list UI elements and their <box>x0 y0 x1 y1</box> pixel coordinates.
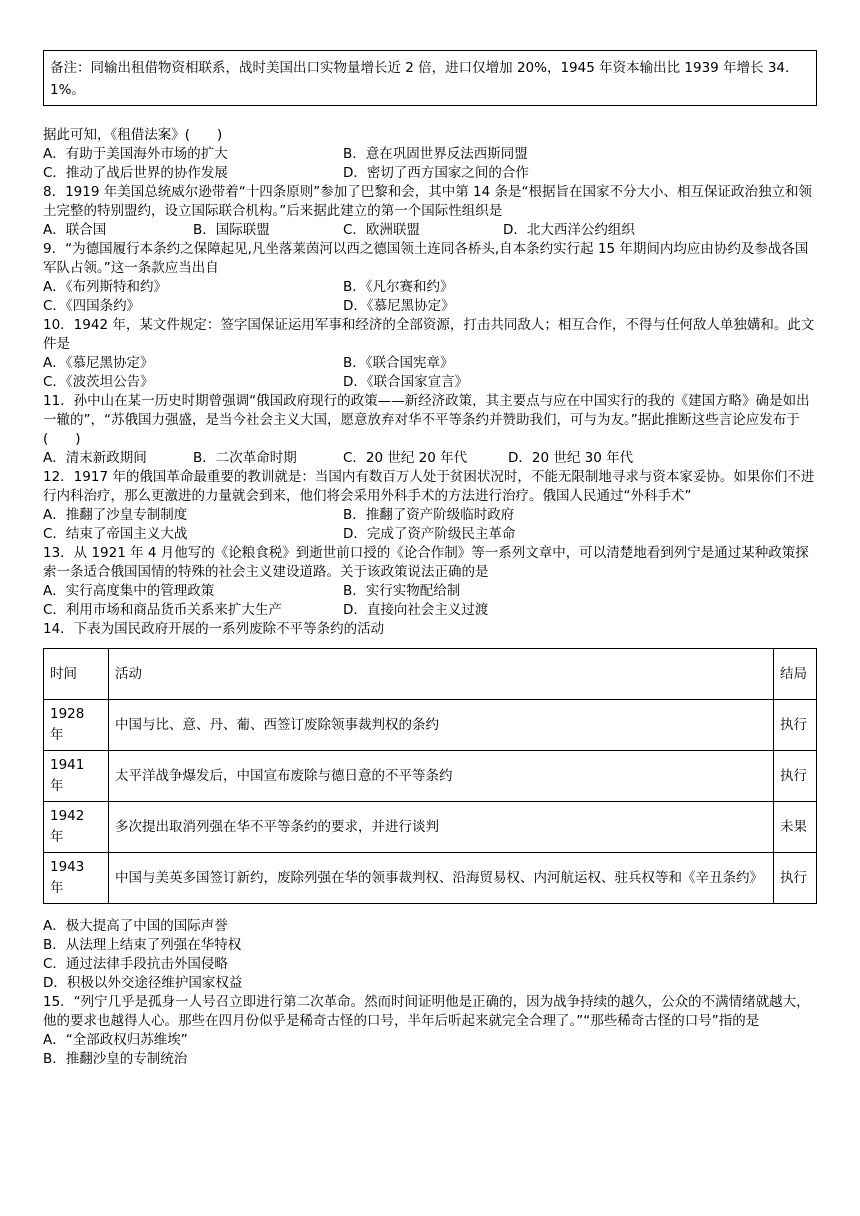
q9-stem: 9．“为德国履行本条约之保障起见,凡坐落莱茵河以西之德国领土连同各桥头,自本条约实行起 15 年期间内均应由协约及参战各国军队占领。”这一条款应当出自 <box>43 241 809 276</box>
q13-option-b: B．实行实物配给制 <box>343 583 461 599</box>
q13-stem: 13．从 1921 年 4 月他写的《论粮食税》到逝世前口授的《论合作制》等一系列文章中，可以清楚地看到列宁是通过某种政策探索一条适合俄国国情的特殊的社会主义建设道路。关于该政策说法正确的是 <box>43 545 809 580</box>
note-box <box>43 50 817 106</box>
q10-option-d: D．《联合国家宣言》 <box>343 374 469 390</box>
q9-option-c: C．《四国条约》 <box>43 298 141 314</box>
q12-option-b: B．推翻了资产阶级临时政府 <box>343 507 515 523</box>
cell-activity: 多次提出取消列强在华不平等条约的要求，并进行谈判 <box>109 802 774 853</box>
q11-option-d: D．20 世纪 30 年代 <box>508 450 634 466</box>
q14-option-b: B．从法理上结束了列强在华特权 <box>43 937 242 953</box>
q13-option-a: A．实行高度集中的管理政策 <box>43 583 215 599</box>
q8-option-a: A．联合国 <box>43 222 107 238</box>
cell-time: 1942 年 <box>44 802 109 853</box>
cell-activity: 中国与美英多国签订新约，废除列强在华的领事裁判权、沿海贸易权、内河航运权、驻兵权等和《辛丑条约》 <box>109 853 774 904</box>
q14-option-d: D．积极以外交途径维护国家权益 <box>43 975 243 991</box>
q7-option-d: D．密切了西方国家之间的合作 <box>343 165 529 181</box>
q11-option-c: C．20 世纪 20 年代 <box>343 450 468 466</box>
q14-option-a: A．极大提高了中国的国际声誉 <box>43 918 228 934</box>
q14-table <box>43 648 817 904</box>
note-text: 备注：同输出租借物资相联系，战时美国出口实物量增长近 2 倍，进口仅增加 20%，1945 年资本输出比 1939 年增长 34．1%。 <box>50 60 799 98</box>
cell-result: 执行 <box>774 853 817 904</box>
q7-options-row2 <box>43 164 817 183</box>
cell-result: 未果 <box>774 802 817 853</box>
table-header-row <box>44 649 817 700</box>
q12-options-row2 <box>43 525 817 544</box>
table-row <box>44 802 817 853</box>
q15-stem: 15．“列宁几乎是孤身一人号召立即进行第二次革命。然而时间证明他是正确的，因为战争持续的越久，公众的不满情绪就越大，他的要求也越得人心。那些在四月份似乎是稀奇古怪的口号，半年后听起来就完全合理了。”“那些稀奇古怪的口号”指的是 <box>43 994 810 1029</box>
q15-option-b: B．推翻沙皇的专制统治 <box>43 1051 188 1067</box>
q10-option-b: B．《联合国宪章》 <box>343 355 454 371</box>
q9-option-d: D．《慕尼黑协定》 <box>343 298 455 314</box>
q9-options-row1 <box>43 278 817 297</box>
exam-page <box>43 50 817 1069</box>
q7-option-b: B．意在巩固世界反法西斯同盟 <box>343 146 528 162</box>
table-row <box>44 700 817 751</box>
q12-option-d: D．完成了资产阶级民主革命 <box>343 526 516 542</box>
q7-stem: 据此可知，《租借法案》( ) <box>43 127 223 143</box>
q14-option-c: C．通过法律手段抗击外国侵略 <box>43 956 228 972</box>
table-row <box>44 751 817 802</box>
q10-option-a: A．《慕尼黑协定》 <box>43 355 154 371</box>
q8-option-c: C．欧洲联盟 <box>343 222 420 238</box>
q8-stem: 8．1919 年美国总统威尔逊带着“十四条原则”参加了巴黎和会，其中第 14 条是“根据旨在国家不分大小、相互保证政治独立和领土完整的特别盟约，设立国际联合机构。”后来据此建立的第一个国际性组织是 <box>43 184 812 219</box>
q10-options-row1 <box>43 354 817 373</box>
header-time: 时间 <box>44 649 109 700</box>
header-activity: 活动 <box>109 649 774 700</box>
q13-options-row1 <box>43 582 817 601</box>
header-result: 结局 <box>774 649 817 700</box>
q7-option-a: A．有助于美国海外市场的扩大 <box>43 146 228 162</box>
cell-time: 1928 年 <box>44 700 109 751</box>
q12-option-c: C．结束了帝国主义大战 <box>43 526 188 542</box>
q14-stem: 14．下表为国民政府开展的一系列废除不平等条约的活动 <box>43 621 385 637</box>
q12-options-row1 <box>43 506 817 525</box>
q13-options-row2 <box>43 601 817 620</box>
q9-options-row2 <box>43 297 817 316</box>
q9-option-a: A．《布列斯特和约》 <box>43 279 167 295</box>
q11-stem: 11．孙中山在某一历史时期曾强调“俄国政府现行的政策——新经济政策，其主要点与应在中国实行的我的《建国方略》确是如出一辙的”，“苏俄国力强盛，是当今社会主义大国，愿意放弃对华不平等条约并赞助我们，可与为友。”据此推断这些言论应发布于( ) <box>43 393 810 447</box>
q11-option-a: A．清末新政期间 <box>43 450 147 466</box>
q12-option-a: A．推翻了沙皇专制制度 <box>43 507 188 523</box>
cell-result: 执行 <box>774 751 817 802</box>
cell-time: 1943 年 <box>44 853 109 904</box>
cell-result: 执行 <box>774 700 817 751</box>
q10-stem: 10．1942 年，某文件规定：签字国保证运用军事和经济的全部资源，打击共同敌人；相互合作，不得与任何敌人单独媾和。此文件是 <box>43 317 815 352</box>
q10-options-row2 <box>43 373 817 392</box>
q12-stem: 12．1917 年的俄国革命最重要的教训就是：当国内有数百万人处于贫困状况时，不能无限制地寻求与资本家妥协。如果你们不进行内科治疗，那么更激进的力量就会到来，他们将会采用外科手术的方法进行治疗。俄国人民通过“外科手术” <box>43 469 815 504</box>
q8-options <box>43 221 817 240</box>
q8-option-b: B．国际联盟 <box>193 222 270 238</box>
cell-time: 1941 年 <box>44 751 109 802</box>
q9-option-b: B．《凡尔赛和约》 <box>343 279 454 295</box>
q10-option-c: C．《波茨坦公告》 <box>43 374 154 390</box>
cell-activity: 中国与比、意、丹、葡、西签订废除领事裁判权的条约 <box>109 700 774 751</box>
cell-activity: 太平洋战争爆发后，中国宣布废除与德日意的不平等条约 <box>109 751 774 802</box>
q7-options-row1 <box>43 145 817 164</box>
q7-option-c: C．推动了战后世界的协作发展 <box>43 165 228 181</box>
q15-option-a: A．“全部政权归苏维埃” <box>43 1032 188 1048</box>
q13-option-d: D．直接向社会主义过渡 <box>343 602 489 618</box>
table-row <box>44 853 817 904</box>
q13-option-c: C．利用市场和商品货币关系来扩大生产 <box>43 602 282 618</box>
q11-options <box>43 449 817 468</box>
q11-option-b: B．二次革命时期 <box>193 450 297 466</box>
q8-option-d: D．北大西洋公约组织 <box>503 222 635 238</box>
